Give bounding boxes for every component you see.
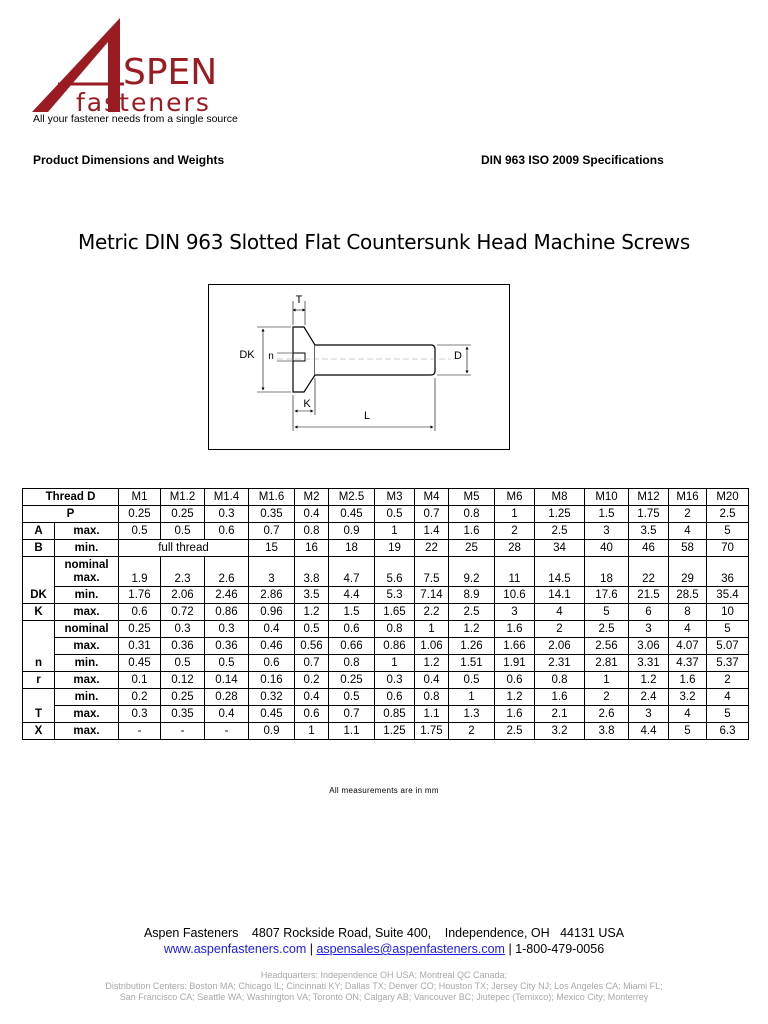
table-cell: 0.6: [495, 672, 535, 689]
table-cell: 7.14: [415, 587, 449, 604]
table-cell: 1.75: [415, 723, 449, 740]
table-cell: 1.3: [449, 706, 495, 723]
headquarters-line: Headquarters: Independence OH USA; Montreal QC Canada;: [260, 970, 508, 980]
table-cell: 1.2: [295, 604, 329, 621]
thread-cell: M2.5: [329, 489, 375, 506]
row-label: min.: [55, 540, 119, 557]
table-cell: 15: [249, 540, 295, 557]
table-cell: 7.5: [415, 557, 449, 587]
table-cell: 0.56: [295, 638, 329, 655]
header-right: DIN 963 ISO 2009 Specifications: [481, 153, 664, 167]
table-cell: 4.4: [629, 723, 669, 740]
table-cell: 3.2: [535, 723, 585, 740]
table-cell: 1.65: [375, 604, 415, 621]
table-cell: 0.72: [161, 604, 205, 621]
table-cell: 0.5: [161, 523, 205, 540]
table-cell: 1.5: [329, 604, 375, 621]
table-cell: 36: [707, 557, 749, 587]
table-cell: 3.2: [669, 689, 707, 706]
table-cell: 0.35: [249, 506, 295, 523]
table-cell: 0.9: [329, 523, 375, 540]
table-cell: 1: [295, 723, 329, 740]
row-label: max.: [55, 672, 119, 689]
table-cell: 11: [495, 557, 535, 587]
table-cell: 19: [375, 540, 415, 557]
table-cell: 0.5: [375, 506, 415, 523]
row-label: min.: [55, 689, 119, 706]
table-cell: 0.32: [249, 689, 295, 706]
table-cell: 0.85: [375, 706, 415, 723]
distribution-line-1: Distribution Centers: Boston MA; Chicago IL; Cincinnati KY; Dallas TX; Denver CO; Houston TX; Jersey City NJ; Los Angeles CA; Miami FL;: [105, 981, 663, 991]
table-cell: 0.3: [205, 506, 249, 523]
thread-cell: M1.6: [249, 489, 295, 506]
country: USA: [598, 926, 625, 940]
thread-cell: M6: [495, 489, 535, 506]
table-cell: 1: [375, 655, 415, 672]
table-cell: 1.4: [415, 523, 449, 540]
table-cell: 0.66: [329, 638, 375, 655]
row-symbol: A: [23, 523, 55, 540]
table-cell: 1.9: [119, 557, 161, 587]
table-cell: 0.14: [205, 672, 249, 689]
table-cell: 28.5: [669, 587, 707, 604]
table-cell: 1: [495, 506, 535, 523]
label-D: D: [454, 350, 462, 362]
state-zip: OH 44131: [530, 926, 595, 940]
table-cell: 2.86: [249, 587, 295, 604]
row-symbol: K: [23, 604, 55, 621]
table-cell: 5.6: [375, 557, 415, 587]
screw-diagram: [208, 284, 510, 450]
table-cell: 1: [415, 621, 449, 638]
table-cell: 22: [415, 540, 449, 557]
row-n-nominal: [23, 621, 749, 638]
row-P: [23, 506, 749, 523]
table-cell: 1.6: [669, 672, 707, 689]
table-cell: 3.5: [295, 587, 329, 604]
label-K: K: [303, 398, 311, 410]
website-link[interactable]: www.aspenfasteners.com: [163, 942, 307, 956]
thread-cell: M20: [707, 489, 749, 506]
thread-cell: M1.4: [205, 489, 249, 506]
label-n: n: [268, 351, 274, 362]
table-cell: 0.86: [375, 638, 415, 655]
table-cell: 34: [535, 540, 585, 557]
table-cell: 8.9: [449, 587, 495, 604]
table-cell: 2.4: [629, 689, 669, 706]
logo-brand-top: SPEN: [123, 52, 218, 93]
thread-cell: M3: [375, 489, 415, 506]
screw-slot: [293, 353, 305, 361]
table-cell: 1.6: [535, 689, 585, 706]
thread-cell: M1.2: [161, 489, 205, 506]
row-label: min.: [55, 655, 119, 672]
table-cell: 0.8: [375, 621, 415, 638]
table-cell: 2: [707, 672, 749, 689]
table-cell: 2.06: [161, 587, 205, 604]
row-label: min.: [55, 587, 119, 604]
table-cell: 1.6: [495, 621, 535, 638]
table-cell: 4: [669, 706, 707, 723]
row-B: [23, 540, 749, 557]
table-cell: 0.3: [161, 621, 205, 638]
row-X: [23, 723, 749, 740]
footer-address: [0, 926, 768, 940]
row-T-max: [23, 706, 749, 723]
email-link[interactable]: aspensales@aspenfasteners.com: [316, 942, 505, 956]
table-cell: 22: [629, 557, 669, 587]
thread-cell: M4: [415, 489, 449, 506]
page-title: Metric DIN 963 Slotted Flat Countersunk Head Machine Screws: [78, 230, 690, 254]
table-cell: 0.46: [249, 638, 295, 655]
table-cell: 1.75: [629, 506, 669, 523]
thread-cell: M10: [585, 489, 629, 506]
footer-contact: www.aspenfasteners.com | aspensales@aspenfasteners.com | 1-800-479-0056: [163, 942, 605, 956]
row-DK-min: [23, 587, 749, 604]
row-label: max.: [55, 523, 119, 540]
table-cell: 0.5: [295, 621, 329, 638]
table-cell: 0.4: [205, 706, 249, 723]
table-cell: 4.37: [669, 655, 707, 672]
table-cell: 5.37: [707, 655, 749, 672]
table-cell: 1.25: [375, 723, 415, 740]
table-cell: 5.3: [375, 587, 415, 604]
table-cell: 1.2: [629, 672, 669, 689]
table-cell: 0.8: [449, 506, 495, 523]
street: 4807 Rockside Road,: [251, 926, 372, 940]
tagline: All your fastener needs from a single source: [33, 113, 238, 125]
row-r: [23, 672, 749, 689]
table-cell: 5: [707, 706, 749, 723]
phone-number: 1-800-479-0056: [515, 942, 605, 956]
table-cell: 2: [449, 723, 495, 740]
row-label: max.: [55, 706, 119, 723]
table-cell: 4.4: [329, 587, 375, 604]
table-cell: 0.5: [119, 523, 161, 540]
table-cell: 6.3: [707, 723, 749, 740]
row-symbol: DK: [23, 587, 55, 604]
table-cell: 1.5: [585, 506, 629, 523]
table-cell: 1: [375, 523, 415, 540]
table-cell: 0.25: [161, 506, 205, 523]
table-cell: 1.26: [449, 638, 495, 655]
table-cell: 2.5: [707, 506, 749, 523]
table-cell: 1.2: [449, 621, 495, 638]
table-cell: 2: [535, 621, 585, 638]
row-K: [23, 604, 749, 621]
table-cell: 8: [669, 604, 707, 621]
table-cell: 4.07: [669, 638, 707, 655]
row-symbol: r: [23, 672, 55, 689]
table-cell: 3: [629, 706, 669, 723]
row-symbol: n: [23, 655, 55, 672]
table-cell: 2.5: [535, 523, 585, 540]
table-cell: 5.07: [707, 638, 749, 655]
row-n-min: [23, 655, 749, 672]
table-cell: 0.8: [329, 655, 375, 672]
table-cell: 2.46: [205, 587, 249, 604]
table-cell: 0.2: [295, 672, 329, 689]
company-name: Aspen Fasteners: [143, 926, 239, 940]
table-cell: 0.5: [205, 655, 249, 672]
table-cell: 5: [669, 723, 707, 740]
table-cell: 3.5: [629, 523, 669, 540]
table-cell: 0.3: [205, 621, 249, 638]
table-cell: 1.66: [495, 638, 535, 655]
table-cell: 1.25: [535, 506, 585, 523]
label-DK: DK: [239, 349, 255, 361]
city: Independence,: [444, 926, 528, 940]
table-cell: 0.36: [161, 638, 205, 655]
table-cell: -: [161, 723, 205, 740]
table-cell: 4: [707, 689, 749, 706]
table-cell: 0.7: [415, 506, 449, 523]
table-cell: 0.25: [119, 506, 161, 523]
row-symbol: X: [23, 723, 55, 740]
table-cell: 21.5: [629, 587, 669, 604]
table-cell: 1: [449, 689, 495, 706]
table-cell: 6: [629, 604, 669, 621]
table-cell: 4: [669, 621, 707, 638]
table-cell: 16: [295, 540, 329, 557]
table-cell: 1: [585, 672, 629, 689]
table-cell: 0.28: [205, 689, 249, 706]
table-cell: 2.6: [585, 706, 629, 723]
table-cell: 0.5: [161, 655, 205, 672]
table-cell: 3.31: [629, 655, 669, 672]
suite: Suite 400,: [374, 926, 432, 940]
thread-cell: M2: [295, 489, 329, 506]
table-cell: 14.5: [535, 557, 585, 587]
table-cell: 1.76: [119, 587, 161, 604]
table-cell: 10.6: [495, 587, 535, 604]
row-label: max.: [55, 723, 119, 740]
row-symbol: T: [23, 706, 55, 723]
thread-cell: M5: [449, 489, 495, 506]
table-cell: 0.6: [119, 604, 161, 621]
row-thread: [23, 489, 749, 506]
table-cell: 0.45: [329, 506, 375, 523]
table-cell: 14.1: [535, 587, 585, 604]
thread-cell: M1: [119, 489, 161, 506]
table-cell: 0.7: [295, 655, 329, 672]
table-cell: 0.4: [295, 689, 329, 706]
table-cell: 0.25: [119, 621, 161, 638]
table-cell: 18: [329, 540, 375, 557]
table-cell: 2.31: [535, 655, 585, 672]
table-cell: 0.5: [449, 672, 495, 689]
table-cell: 3: [249, 557, 295, 587]
row-n-max: [23, 638, 749, 655]
table-cell: 58: [669, 540, 707, 557]
table-cell: 1.2: [415, 655, 449, 672]
table-cell: 0.3: [375, 672, 415, 689]
distribution-line-2: San Francisco CA; Seattle WA; Washington VA; Toronto ON; Calgary AB; Vancouver BC; Jiutepec (Temixco); Mexico City; Monterrey: [119, 992, 649, 1002]
thread-cell: M16: [669, 489, 707, 506]
row-T-min: [23, 689, 749, 706]
table-cell: 4: [669, 523, 707, 540]
measurement-note: All measurements are in mm: [329, 786, 439, 795]
table-cell: 0.6: [329, 621, 375, 638]
table-cell: 3: [585, 523, 629, 540]
row-label: nominal: [55, 621, 119, 638]
table-cell: 29: [669, 557, 707, 587]
table-cell: 2.81: [585, 655, 629, 672]
table-cell: 25: [449, 540, 495, 557]
table-cell: 5: [707, 621, 749, 638]
table-cell: 2.5: [495, 723, 535, 740]
table-cell: 70: [707, 540, 749, 557]
table-cell: 10: [707, 604, 749, 621]
header-left: Product Dimensions and Weights: [33, 153, 225, 167]
table-cell: 0.8: [295, 523, 329, 540]
table-cell: 0.45: [249, 706, 295, 723]
table-cell: 3: [495, 604, 535, 621]
row-symbol: B: [23, 540, 55, 557]
table-cell: 2.1: [535, 706, 585, 723]
aspen-logo: [28, 14, 258, 124]
thread-header: Thread D: [23, 489, 119, 506]
table-cell: 1.6: [449, 523, 495, 540]
thread-cell: M8: [535, 489, 585, 506]
label-L: L: [363, 410, 371, 422]
table-cell: 35.4: [707, 587, 749, 604]
table-cell: 1.6: [495, 706, 535, 723]
table-cell: 2: [669, 506, 707, 523]
table-cell: 0.7: [249, 523, 295, 540]
table-cell: 0.12: [161, 672, 205, 689]
table-cell: 40: [585, 540, 629, 557]
table-cell: 1.91: [495, 655, 535, 672]
table-cell: 0.3: [119, 706, 161, 723]
table-cell: 0.6: [295, 706, 329, 723]
full-thread-cell: full thread: [119, 540, 249, 557]
table-cell: 2.5: [449, 604, 495, 621]
row-label: max.: [55, 638, 119, 655]
table-cell: 0.36: [205, 638, 249, 655]
table-cell: 0.7: [329, 706, 375, 723]
table-cell: 28: [495, 540, 535, 557]
table-cell: 0.16: [249, 672, 295, 689]
table-cell: 4.7: [329, 557, 375, 587]
table-cell: 0.86: [205, 604, 249, 621]
table-cell: 1.1: [329, 723, 375, 740]
table-cell: 2.2: [415, 604, 449, 621]
logo-brand-bottom: fasteners: [76, 88, 211, 117]
row-A: [23, 523, 749, 540]
table-cell: 1.1: [415, 706, 449, 723]
table-cell: 1.06: [415, 638, 449, 655]
row-symbol: P: [23, 506, 119, 523]
table-cell: 3: [629, 621, 669, 638]
table-cell: 2.06: [535, 638, 585, 655]
table-cell: 0.96: [249, 604, 295, 621]
table-cell: 0.1: [119, 672, 161, 689]
table-cell: 17.6: [585, 587, 629, 604]
table-cell: 0.9: [249, 723, 295, 740]
screw-shank: [315, 345, 435, 375]
table-cell: 46: [629, 540, 669, 557]
row-DK-nominal: [23, 557, 749, 587]
thread-cell: M12: [629, 489, 669, 506]
table-cell: 3.8: [585, 723, 629, 740]
table-cell: 0.35: [161, 706, 205, 723]
table-cell: 2.5: [585, 621, 629, 638]
table-cell: 18: [585, 557, 629, 587]
table-cell: 0.8: [415, 689, 449, 706]
table-cell: 4: [535, 604, 585, 621]
table-cell: 5: [707, 523, 749, 540]
dimensions-table: [22, 488, 749, 740]
table-cell: 0.8: [535, 672, 585, 689]
table-cell: 1.2: [495, 689, 535, 706]
table-cell: 2.56: [585, 638, 629, 655]
table-cell: 0.6: [249, 655, 295, 672]
table-cell: 2.3: [161, 557, 205, 587]
table-cell: 0.45: [119, 655, 161, 672]
table-cell: 0.5: [329, 689, 375, 706]
row-label: max.: [55, 604, 119, 621]
table-cell: 2.6: [205, 557, 249, 587]
table-cell: 0.4: [249, 621, 295, 638]
table-cell: 0.25: [329, 672, 375, 689]
table-cell: 9.2: [449, 557, 495, 587]
table-cell: 0.25: [161, 689, 205, 706]
table-cell: 0.6: [205, 523, 249, 540]
table-cell: -: [205, 723, 249, 740]
table-cell: 0.4: [295, 506, 329, 523]
table-cell: 5: [585, 604, 629, 621]
row-label: nominal max.: [55, 557, 119, 587]
table-cell: 2: [585, 689, 629, 706]
table-cell: 3.06: [629, 638, 669, 655]
table-cell: 0.31: [119, 638, 161, 655]
table-cell: 2: [495, 523, 535, 540]
label-T: T: [295, 294, 303, 306]
table-cell: -: [119, 723, 161, 740]
table-cell: 0.4: [415, 672, 449, 689]
table-cell: 3.8: [295, 557, 329, 587]
table-cell: 1.51: [449, 655, 495, 672]
table-cell: 0.2: [119, 689, 161, 706]
table-cell: 0.6: [375, 689, 415, 706]
